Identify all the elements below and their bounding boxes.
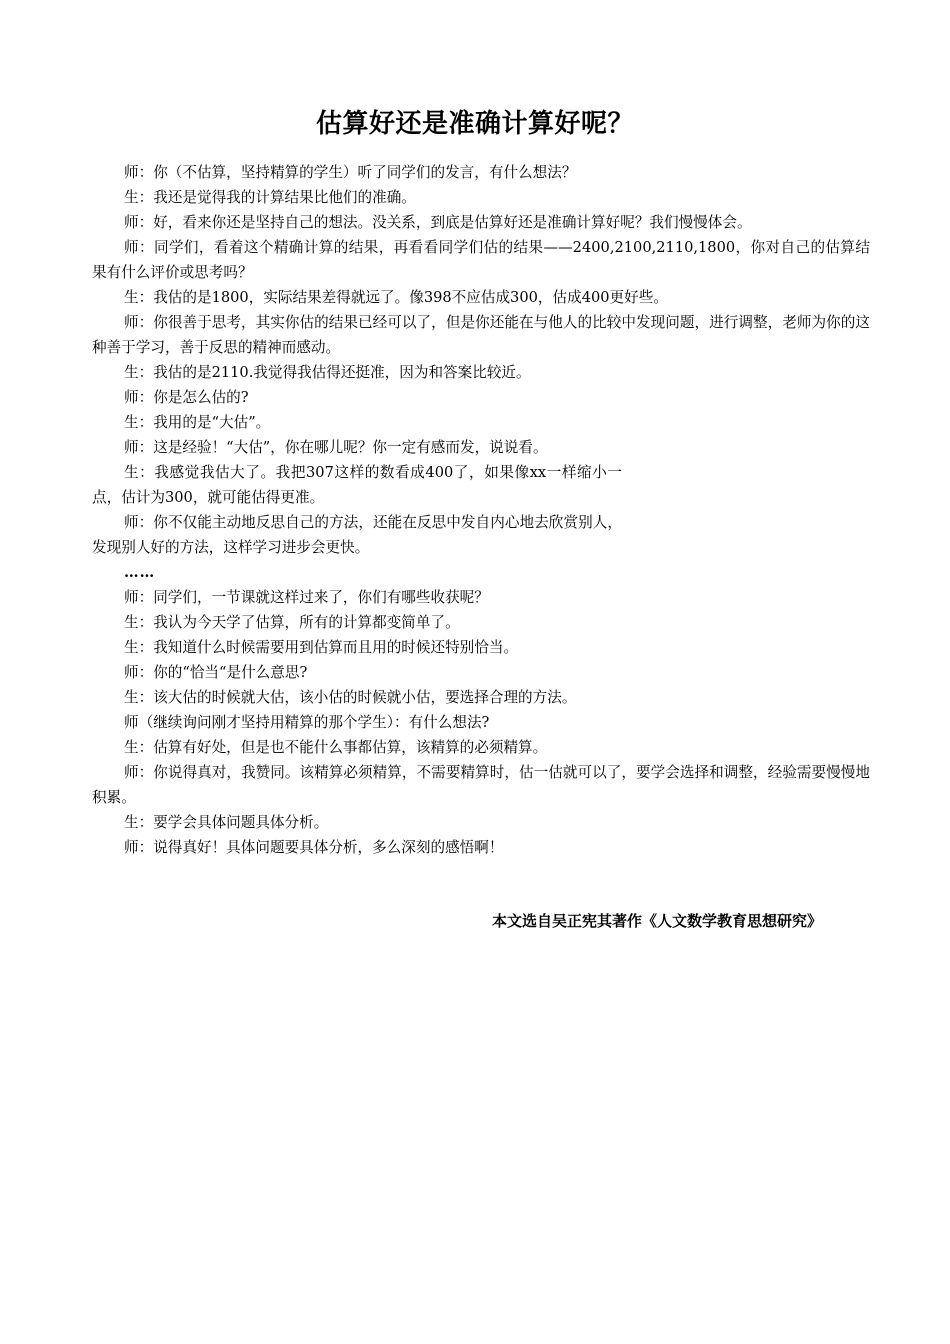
paragraph: 生：我认为今天学了估算，所有的计算都变简单了。 — [124, 614, 460, 631]
paragraph: 师：好，看来你还是坚持自己的想法。没关系，到底是估算好还是准确计算好呢？我们慢慢体会。 — [124, 214, 752, 231]
paragraph: 生：我还是觉得我的计算结果比他们的准确。 — [124, 189, 416, 206]
paragraph: 师：你不仅能主动地反思自己的方法，还能在反思中发自内心地去欣赏别人，发现别人好的方法，这样学习进步会更快。 — [92, 514, 622, 556]
paragraph: 师：你是怎么估的? — [124, 389, 249, 406]
ellipsis: …… — [124, 564, 156, 581]
paragraph: 生：该大估的时候就大估，该小估的时候就小估，要选择合理的方法。 — [124, 689, 577, 706]
paragraph: 师：同学们，看着这个精确计算的结果，再看看同学们估的结果——2400,2100,2110,1800，你对自己的估算结果有什么评价或思考吗？ — [92, 239, 870, 281]
paragraph: 师（继续询问刚才坚持用精算的那个学生）：有什么想法? — [124, 714, 490, 731]
paragraph: 师：说得真好！具体问题要具体分析，多么深刻的感悟啊！ — [124, 839, 504, 856]
paragraph: 生：估算有好处，但是也不能什么事都估算，该精算的必须精算。 — [124, 739, 548, 756]
paragraph: 生：要学会具体问题具体分析。 — [124, 814, 329, 831]
source-citation: 本文选自吴正宪其著作《人文数学教育思想研究》 — [492, 912, 823, 930]
paragraph: 师：你的“恰当“是什么意思? — [124, 664, 308, 681]
paragraph: 师：你很善于思考，其实你估的结果已经可以了，但是你还能在与他人的比较中发现问题，进行调整，老师为你的这种善于学习，善于反思的精神而感动。 — [92, 314, 870, 356]
paragraph: 生：我估的是1800，实际结果差得就远了。像398不应估成300，估成400更好些。 — [124, 289, 668, 306]
paragraph: 生：我知道什么时候需要用到估算而且用的时候还特别恰当。 — [124, 639, 519, 656]
document-body — [92, 160, 870, 860]
paragraph: 生：我感觉我估大了。我把307这样的数看成400了，如果像xx一样缩小一点，估计为300，就可能估得更准。 — [92, 464, 622, 506]
document-title: 估算好还是准确计算好呢？ — [315, 109, 634, 139]
paragraph: 师：这是经验！“大估”，你在哪儿呢？你一定有感而发，说说看。 — [124, 439, 548, 456]
paragraph: 师：你（不估算，坚持精算的学生）听了同学们的发言，有什么想法？ — [124, 164, 577, 181]
paragraph: 生：我估的是2110.我觉得我估得还挺准，因为和答案比较近。 — [124, 364, 531, 381]
paragraph: 生：我用的是“大估”。 — [124, 414, 271, 431]
paragraph: 师：你说得真对，我赞同。该精算必须精算，不需要精算时，估一估就可以了，要学会选择和调整，经验需要慢慢地积累。 — [92, 764, 870, 806]
paragraph: 师：同学们，一节课就这样过来了，你们有哪些收获呢？ — [124, 589, 489, 606]
